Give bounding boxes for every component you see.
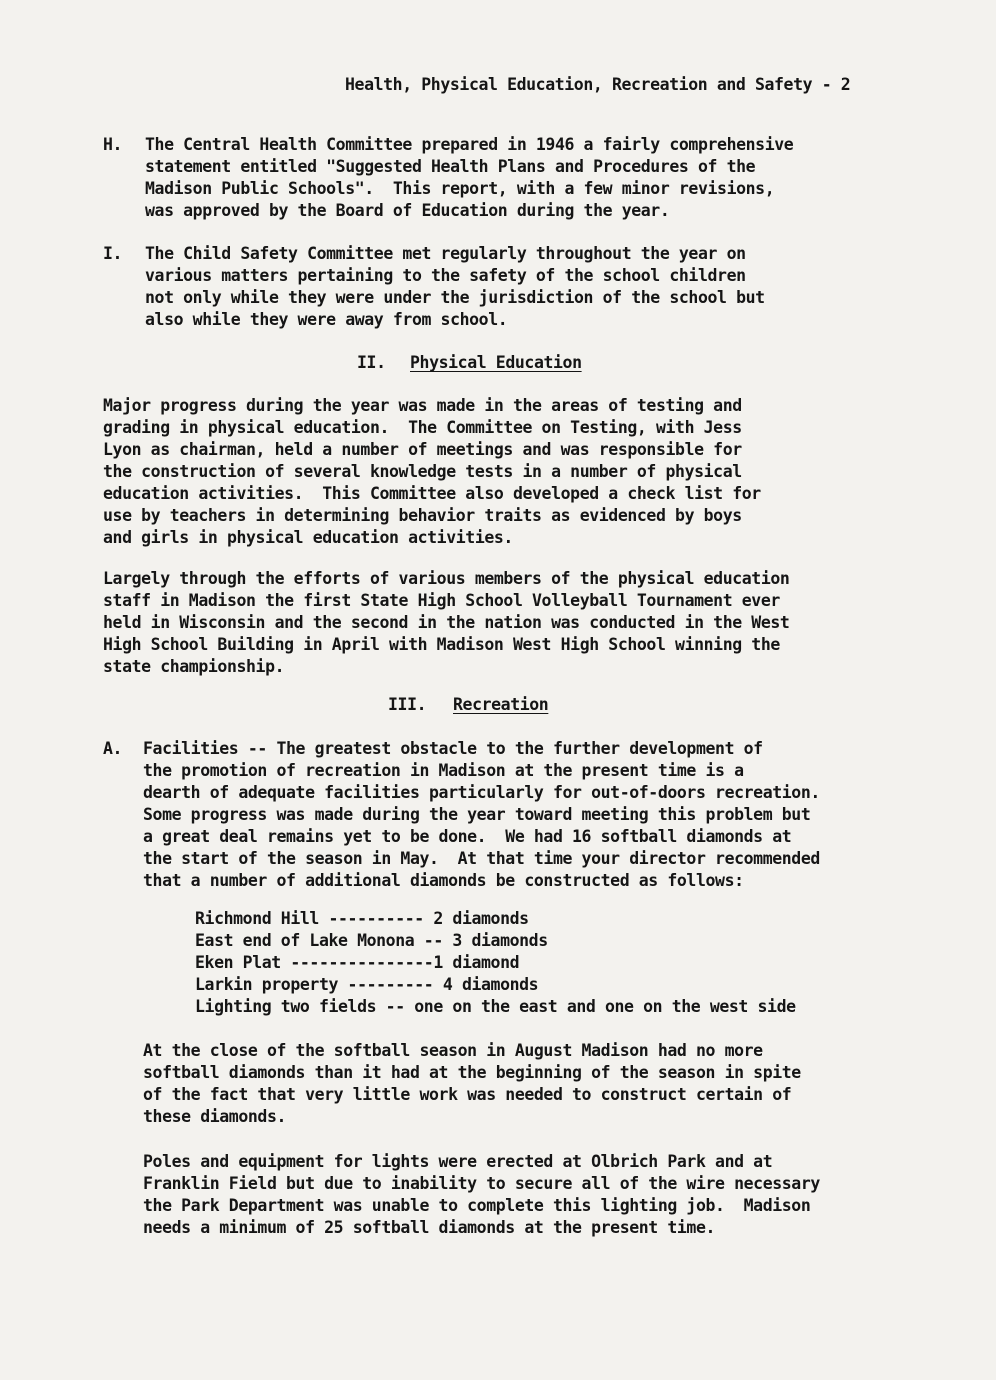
rec-para-2-line: needs a minimum of 25 softball diamonds at the present time. <box>143 1218 716 1237</box>
rec-para-2-line: Poles and equipment for lights were erected at Olbrich Park and at <box>143 1152 773 1171</box>
rec-para-1-line: softball diamonds than it had at the beginning of the season in spite <box>143 1063 801 1082</box>
rec-para-1-line: these diamonds. <box>143 1107 287 1126</box>
pe-para-1-line: Lyon as chairman, held a number of meetings and was responsible for <box>103 440 742 459</box>
item-a-line: the promotion of recreation in Madison at the present time is a <box>143 761 744 780</box>
section-3-numeral: III. <box>388 695 427 714</box>
diamond-list-item: Lighting two fields -- one on the east and one on the west side <box>195 997 796 1016</box>
rec-para-2-line: Franklin Field but due to inability to secure all of the wire necessary <box>143 1174 820 1193</box>
pe-para-2-line: state championship. <box>103 657 285 676</box>
pe-para-1-line: grading in physical education. The Committee on Testing, with Jess <box>103 418 742 437</box>
item-a-line: dearth of adequate facilities particularly for out-of-doors recreation. <box>143 783 820 802</box>
pe-para-1-line: Major progress during the year was made in the areas of testing and <box>103 396 742 415</box>
rec-para-2-line: the Park Department was unable to complete this lighting job. Madison <box>143 1196 811 1215</box>
item-h-line: Madison Public Schools". This report, with a few minor revisions, <box>145 179 775 198</box>
diamond-list-item: Larkin property --------- 4 diamonds <box>195 975 539 994</box>
item-h-line: statement entitled "Suggested Health Plans and Procedures of the <box>145 157 756 176</box>
item-h-marker: H. <box>103 135 123 154</box>
pe-para-2-line: Largely through the efforts of various members of the physical education <box>103 569 790 588</box>
rec-para-1-line: of the fact that very little work was needed to construct certain of <box>143 1085 792 1104</box>
rec-para-1-line: At the close of the softball season in August Madison had no more <box>143 1041 763 1060</box>
item-h-line: The Central Health Committee prepared in 1946 a fairly comprehensive <box>145 135 794 154</box>
pe-para-1-line: and girls in physical education activities. <box>103 528 513 547</box>
item-i-line: not only while they were under the jurisdiction of the school but <box>145 288 765 307</box>
item-i-line: various matters pertaining to the safety of the school children <box>145 266 746 285</box>
pe-para-2-line: High School Building in April with Madison West High School winning the <box>103 635 780 654</box>
diamond-list-item: East end of Lake Monona -- 3 diamonds <box>195 931 548 950</box>
section-2-numeral: II. <box>357 353 386 372</box>
item-a-line: that a number of additional diamonds be constructed as follows: <box>143 871 744 890</box>
item-a-line: the start of the season in May. At that time your director recommended <box>143 849 820 868</box>
section-3-title: Recreation <box>453 695 549 714</box>
diamond-list-item: Eken Plat ---------------1 diamond <box>195 953 520 972</box>
item-a-line: a great deal remains yet to be done. We had 16 softball diamonds at <box>143 827 792 846</box>
item-i-line: The Child Safety Committee met regularly throughout the year on <box>145 244 746 263</box>
item-i-line: also while they were away from school. <box>145 310 508 329</box>
pe-para-2-line: staff in Madison the first State High School Volleyball Tournament ever <box>103 591 780 610</box>
item-h-line: was approved by the Board of Education during the year. <box>145 201 670 220</box>
item-i-marker: I. <box>103 244 123 263</box>
diamond-list-item: Richmond Hill ---------- 2 diamonds <box>195 909 529 928</box>
section-2-title: Physical Education <box>410 353 582 372</box>
running-head: Health, Physical Education, Recreation and Safety - 2 <box>345 75 851 94</box>
pe-para-1-line: the construction of several knowledge tests in a number of physical <box>103 462 742 481</box>
item-a-line: Some progress was made during the year toward meeting this problem but <box>143 805 811 824</box>
pe-para-1-line: use by teachers in determining behavior traits as evidenced by boys <box>103 506 742 525</box>
pe-para-1-line: education activities. This Committee also developed a check list for <box>103 484 761 503</box>
item-a-marker: A. <box>103 739 123 758</box>
item-a-line: Facilities -- The greatest obstacle to the further development of <box>143 739 763 758</box>
pe-para-2-line: held in Wisconsin and the second in the nation was conducted in the West <box>103 613 790 632</box>
